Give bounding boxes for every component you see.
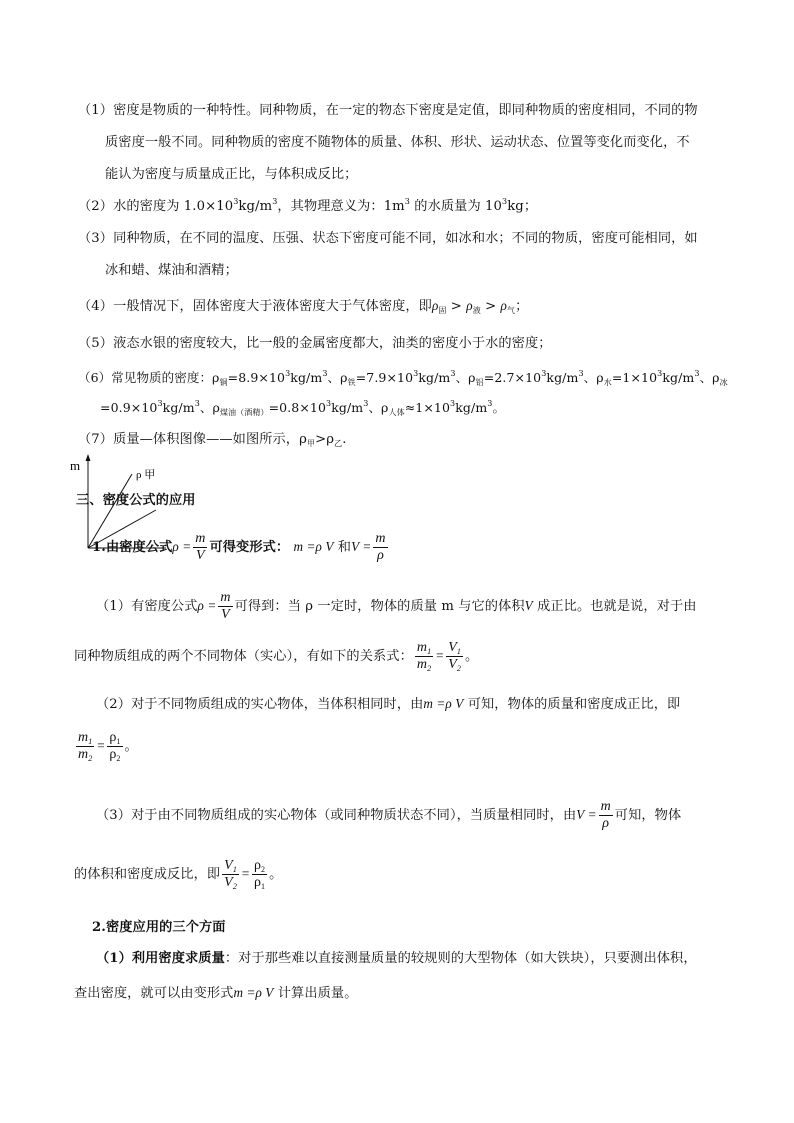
item-5: （5）液态水银的密度较大，比一般的金属密度都大，油类的密度小于水的密度； — [78, 336, 552, 351]
fraction-m1-over-m2: $\frac{m_1}{m_2}$ — [416, 640, 432, 673]
fraction-m-over-rho: $\frac{m}{\rho}$ — [600, 799, 611, 831]
para-2-line-1: （2）对于不同物质组成的实心物体，当体积相同时，由m =ρ V 可知，物体的质量和密度成正比，即 — [96, 696, 681, 712]
applications-heading: 2.密度应用的三个方面 — [92, 920, 226, 935]
fraction-m-over-V: $\frac{m}{V}$ — [220, 590, 231, 622]
item-4: （4）一般情况下，固体密度大于液体密度大于气体密度，即$\rho_固 > \rho_液 > \rho_气$； — [78, 298, 529, 315]
fraction-m-over-rho: $\frac{m}{\rho}$ — [375, 531, 386, 563]
item-7: （7）质量—体积图像——如图所示，$\rho_甲>\rho_乙$. — [78, 432, 347, 448]
fraction-V1-over-V2: $\frac{V_1}{V_2}$ — [448, 640, 461, 673]
para-2-line-2: $\frac{m_1}{m_2}$ = $\frac{\rho_1}{\rho_2}$ 。 — [78, 730, 138, 763]
graph-y-arrow — [86, 454, 91, 461]
item-3-line-1: （3）同种物质，在不同的温度、压强、状态下密度可能不同，如冰和水；不同的物质，密度可能相同，如 — [78, 231, 698, 246]
section-heading: 三、密度公式的应用 — [76, 493, 196, 508]
applications-item-1-line-1: （1）利用密度求质量：对于那些难以直接测量质量的较规则的大型物体（如大铁块），只要测出体积， — [96, 951, 697, 966]
para-3-line-2: 的体积和密度成反比，即 $\frac{V_1}{V_2}$ = $\frac{\rho_2}{\rho_1}$ 。 — [74, 858, 283, 891]
item-2: （2）水的密度为 $1.0\times 10^3kg/m^3$，其物理意义为：$1m^3$ 的水质量为 $10^3kg$； — [78, 196, 538, 214]
fraction-rho2-over-rho1: $\frac{\rho_2}{\rho_1}$ — [253, 858, 266, 891]
item-3-line-2: 冰和蜡、煤油和酒精； — [105, 263, 238, 278]
item-1-line-2: 质密度一般不同。同种物质的密度不随物体的质量、体积、形状、运动状态、位置等变化而变化，不 — [105, 135, 690, 150]
applications-item-1-line-2: 查出密度，就可以由变形式m =ρ V 计算出质量。 — [74, 985, 358, 1001]
fraction-m1-over-m2: $\frac{m_1}{m_2}$ — [78, 730, 93, 763]
fraction-V1-over-V2: $\frac{V_1}{V_2}$ — [224, 858, 237, 891]
fraction-m-over-V: $\frac{m}{V}$ — [195, 531, 206, 563]
para-1-line-2: 同种物质组成的两个不同物体（实心），有如下的关系式： $\frac{m_1}{m_2}$ = $\frac{V_1}{V_2}$ 。 — [74, 640, 479, 673]
graph-line-label: ρ 甲 — [136, 469, 156, 481]
item-6-line-1: （6）常见物质的密度：$\rho_铜=8.9\times 10^3kg/m^3$、$\rho_铁=7.9\times 10^3kg/m^3$、$\rho_铝=2.7\times 10^3kg/m^3$、$\rho_水=1\times 10^3kg/m^3$、$\rho_冰$ — [78, 368, 728, 387]
graph-y-label: m — [70, 458, 81, 473]
fraction-rho1-over-rho2: $\frac{\rho_1}{\rho_2}$ — [109, 730, 121, 763]
para-1-line-1: （1）有密度公式ρ = $\frac{m}{V}$ 可得到：当 ρ 一定时，物体的质量 m 与它的体积V 成正比。也就是说，对于由 — [96, 590, 697, 622]
item-1-line-1: （1）密度是物质的一种特性。同种物质，在一定的物态下密度是定值，即同种物质的密度相同，不同的物 — [78, 103, 698, 118]
item-6-line-2: $=0.9\times 10^3kg/m^3$、$\rho_{煤油(酒精)}=0.8\times 10^3kg/m^3$、$\rho_{人体}\approx 1\times 10^3kg/m^3$。 — [100, 398, 506, 417]
para-3-line-1: （3）对于由不同物质组成的实心物体（或同种物质状态不同），当质量相同时，由V = $\frac{m}{\rho}$ 可知，物体 — [96, 799, 682, 831]
item-1-line-3: 能认为密度与质量成正比，与体积成反比； — [105, 167, 358, 182]
formula-line: 1.由密度公式ρ = $\frac{m}{V}$ 可得变形式： m =ρ V 和V = $\frac{m}{\rho}$ — [92, 531, 386, 563]
